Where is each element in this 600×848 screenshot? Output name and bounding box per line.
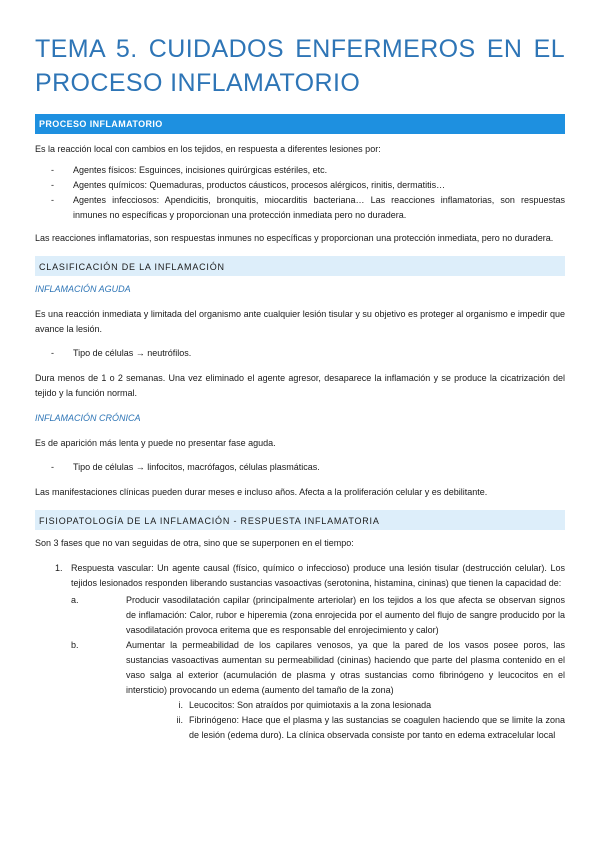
document-page [35,32,565,743]
section1-intro: Es la reacción local con cambios en los tejidos, en respuesta a diferentes lesiones por: [35,144,381,154]
list-item: - Agentes físicos: Esguinces, incisiones quirúrgicas estériles, etc. [51,165,328,175]
section1-closing: Las reacciones inflamatorias, son respuestas inmunes no específicas y proporcionan una protección inmediata, pero no duradera. [35,233,554,243]
aguda-list [35,346,565,361]
title-line-1: TEMA 5. CUIDADOS ENFERMEROS EN EL [35,35,565,63]
list-item: - Agentes infecciosos: Apendicitis, bronquitis, miocarditis bacteriana… Las reacciones inflamatorias, son respuestas inmunes no específicas y proporcionan una protección inmediata pero no duradera. [51,195,565,220]
aguda-text: Es una reacción inmediata y limitada del organismo ante cualquier lesión tisular y su objetivo es proteger al organismo e impedir que avance la lesión. [35,309,565,334]
list-item: - Tipo de células → linfocitos, macrófagos, células plasmáticas. [51,462,320,472]
subitem-b: b. Aumentar la permeabilidad de los capilares venosos, ya que la pared de los vasos posee poros, las sustancias vasoactivas aumentan su permeabilidad (cininas) haciendo que parte del plasma contenido en el vaso salga al exterior (acumulación de plasma y otras sustancias como fibrinógeno y leucocitos en el intersticio) provocando un edema (aumento del tamaño de la zona) [71,640,565,695]
section-heading-fisiopatologia: FISIOPATOLOGÍA DE LA INFLAMACIÓN - RESPUESTA INFLAMATORIA [35,510,565,530]
list-item: - Agentes químicos: Quemaduras, productos cáusticos, procesos alérgicos, rinitis, dermatitis… [51,180,446,190]
subheading-cronica: INFLAMACIÓN CRÓNICA [35,413,141,423]
section-heading-clasificacion: CLASIFICACIÓN DE LA INFLAMACIÓN [35,256,565,276]
aguda-after: Dura menos de 1 o 2 semanas. Una vez eliminado el agente agresor, desaparece la inflamación y se produce la cicatrización del tejido y la función normal. [35,373,565,398]
document-title [35,32,565,100]
title-line-2: PROCESO INFLAMATORIO [35,69,361,97]
cronica-list [35,460,565,475]
agents-list [35,163,565,223]
cronica-text: Es de aparición más lenta y puede no presentar fase aguda. [35,438,276,448]
section3-intro: Son 3 fases que no van seguidas de otra, sino que se superponen en el tiempo: [35,538,354,548]
subitem-a: a. Producir vasodilatación capilar (principalmente arteriolar) en los tejidos a los que afecta se observan signos de inflamación: Calor, rubor e hiperemia (zona enrojecida por el aumento del flujo de sangre producido por la vasodilatación provoca eritema que es responsable del enrojecimiento y calor) [71,595,565,635]
numbered-item-1: 1. Respuesta vascular: Un agente causal (físico, químico o infeccioso) produce una lesión tisular (destrucción celular). Los tejidos lesionados responden liberando sustancias vasoactivas (serotonina, histamina, cininas) que tienen la capacidad de: a. Producir vasodilatación capilar (principalmente arteriolar) en los tejidos a los que afecta se observan signos de inflamación: Calor, rubor e hiperemia (zona enrojecida por el aumento del flujo de sangre producido por la vasodilatación provoca eritema que es responsable del enrojecimiento y calor) b. Aumentar la permeabilidad de los capilares venosos, ya que la pared de los vasos posee poros, las sustancias vasoactivas aumentan su permeabilidad (cininas) haciendo que parte del plasma contenido en el vaso salga al exterior (acumulación de plasma y otras sustancias como fibrinógeno y leucocitos en el intersticio) provocando un edema (aumento del tamaño de la zona) i. Leucocitos: Son atraídos por quimiotaxis a la zona lesionada ii. Fibrinógeno: Hace que el plasma y las sustancias se coagulen haciendo que se limite la zona de lesión (edema duro). La clínica observada consiste por tanto en edema extracelular local [35,561,565,743]
cronica-after: Las manifestaciones clínicas pueden durar meses e incluso años. Afecta a la proliferación celular y es debilitante. [35,487,488,497]
subitem-i: i. Leucocitos: Son atraídos por quimiotaxis a la zona lesionada [178,700,432,710]
subheading-aguda: INFLAMACIÓN AGUDA [35,284,131,294]
section-heading-proceso: PROCESO INFLAMATORIO [35,114,565,134]
list-item: - Tipo de células → neutrófilos. [51,348,192,358]
subitem-ii: ii. Fibrinógeno: Hace que el plasma y las sustancias se coagulen haciendo que se limite la zona de lesión (edema duro). La clínica observada consiste por tanto en edema extracelular local [176,715,565,740]
